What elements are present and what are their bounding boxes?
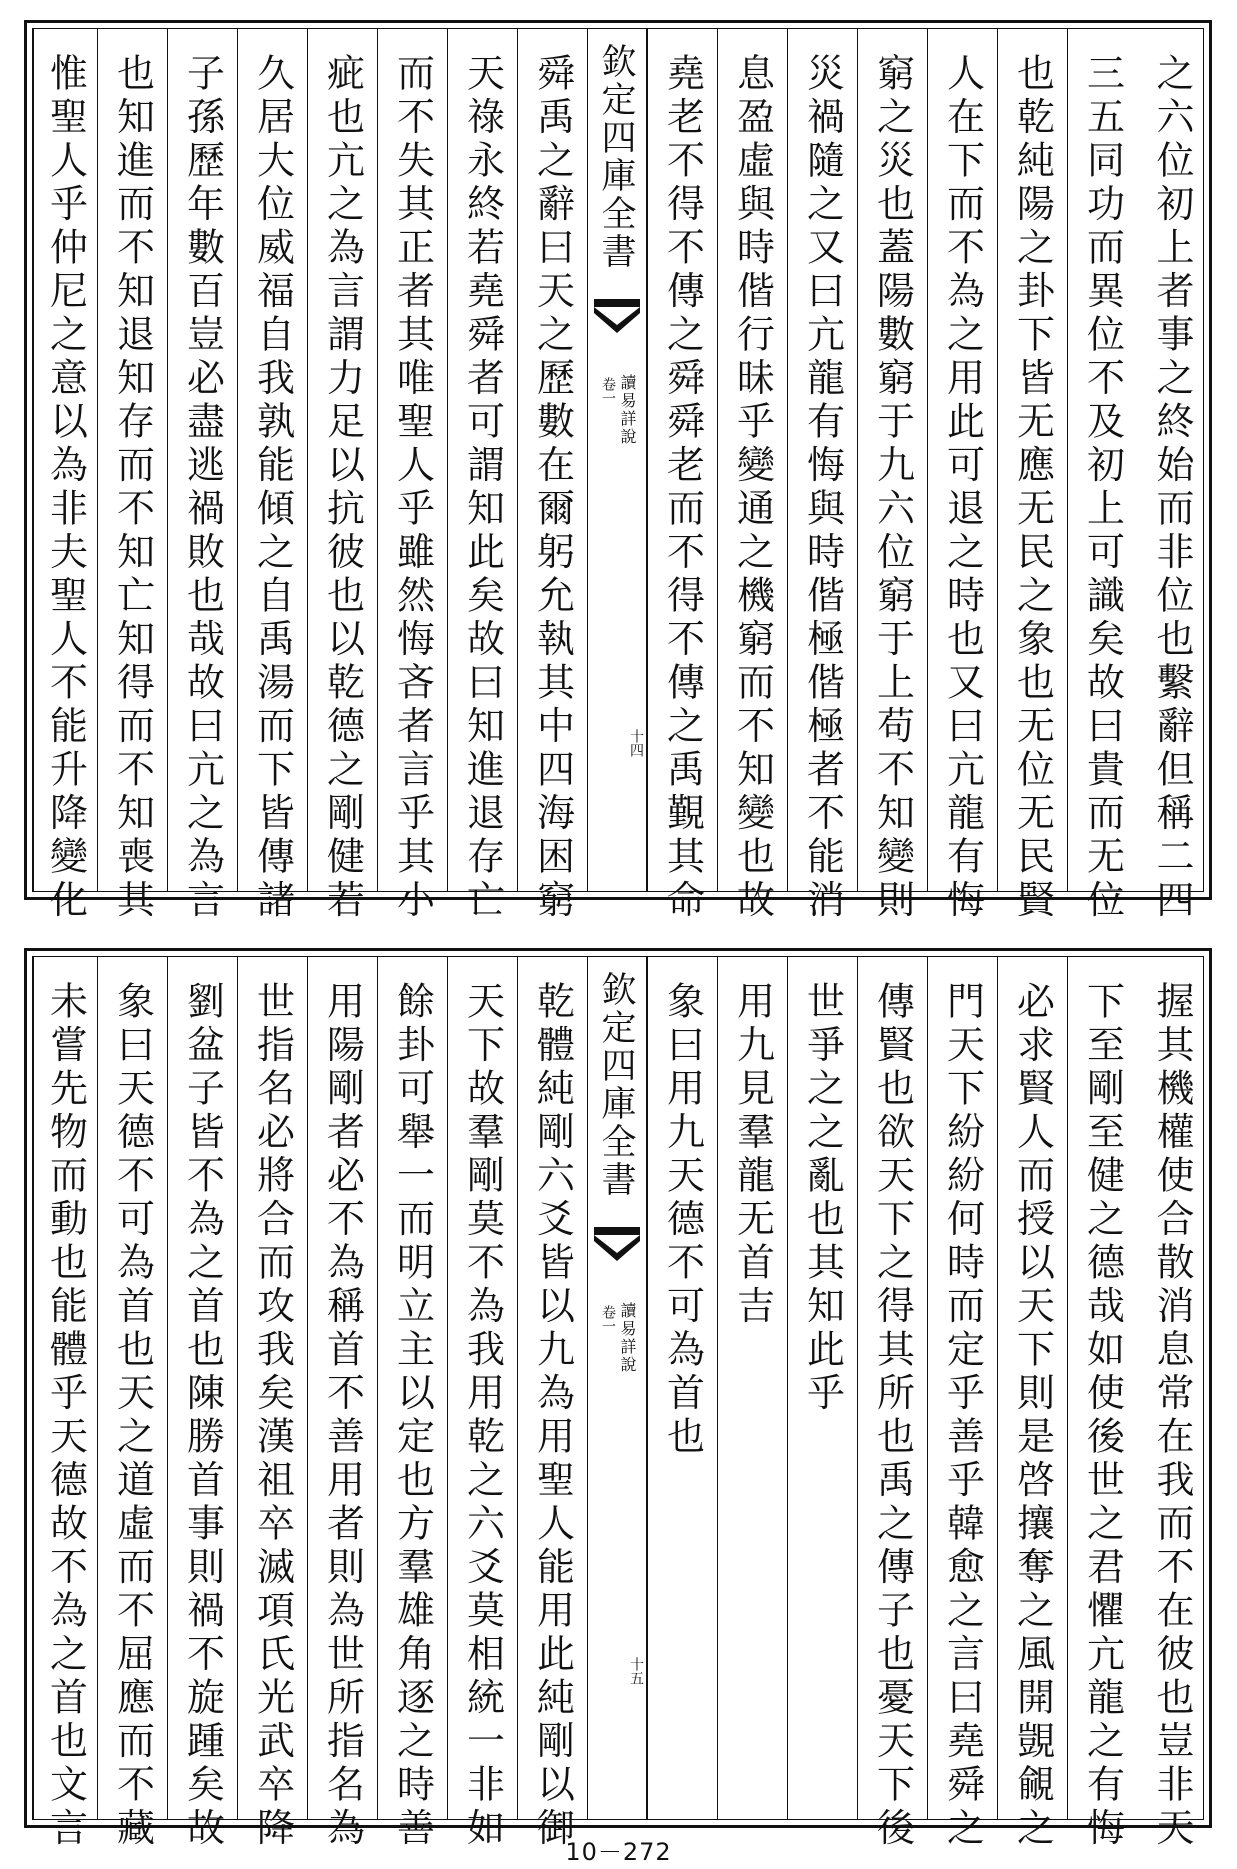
column-text: 象曰用九天德不可為首也 bbox=[660, 981, 705, 1460]
column-text: 乾體純剛六爻皆以九為用聖人能用此純剛以御 bbox=[530, 981, 575, 1851]
column-text: 久居大位威福自我孰能傾之自禹湯而下皆傳諸 bbox=[250, 53, 295, 923]
column-text: 三五同功而異位不及初上可識矣故曰貴而无位 bbox=[1080, 53, 1125, 923]
column-text: 門天下紛紛何時而定乎善乎韓愈之言曰堯舜之 bbox=[940, 981, 985, 1851]
column-text: 也乾純陽之卦下皆无應无民之象也无位无民賢 bbox=[1010, 53, 1055, 923]
column-text: 餘卦可舉一而明立主以定也方羣雄角逐之時善 bbox=[390, 981, 435, 1851]
spine-volume: 卷一 bbox=[600, 1305, 616, 1333]
text-column bbox=[927, 957, 997, 1851]
column-text: 世爭之之亂也其知此乎 bbox=[800, 981, 845, 1416]
column-text: 傳賢也欲天下之得其所也禹之傳子也憂天下後 bbox=[870, 981, 915, 1851]
column-text: 象曰天德不可為首也天之道虛而不屈應而不藏 bbox=[110, 981, 155, 1851]
column-text: 人在下而不為之用此可退之時也又曰亢龍有悔 bbox=[940, 53, 985, 923]
text-column bbox=[1137, 957, 1207, 1851]
text-column bbox=[33, 957, 97, 1851]
text-column bbox=[97, 957, 167, 1851]
column-text: 疵也亢之為言謂力足以抗彼也以乾德之剛健若 bbox=[320, 53, 365, 923]
text-column bbox=[167, 29, 237, 923]
text-column bbox=[33, 29, 97, 923]
text-column bbox=[647, 29, 717, 923]
leaf-number: 十四 bbox=[628, 729, 644, 757]
text-column bbox=[857, 957, 927, 1851]
column-text: 握其機權使合散消息常在我而不在彼也豈非天 bbox=[1150, 981, 1194, 1851]
text-column bbox=[237, 957, 307, 1851]
spine-work-title: 讀易詳說 bbox=[618, 1302, 637, 1374]
column-text: 用九見羣龍无首吉 bbox=[730, 981, 775, 1329]
text-column bbox=[717, 957, 787, 1819]
column-text: 下至剛至健之德哉如使後世之君懼亢龍之有悔 bbox=[1080, 981, 1125, 1851]
text-column bbox=[1067, 29, 1137, 923]
text-column bbox=[167, 957, 237, 1851]
text-column bbox=[447, 957, 517, 1851]
text-column bbox=[787, 957, 857, 1819]
column-text: 必求賢人而授以天下則是啓攘奪之風開覬覦之 bbox=[1010, 981, 1055, 1851]
spine-block bbox=[587, 29, 647, 891]
spine-title: 欽定四庫全書 bbox=[596, 43, 636, 271]
column-text: 天祿永終若堯舜者可謂知此矣故曰知進退存亡 bbox=[460, 53, 505, 923]
text-column bbox=[307, 957, 377, 1851]
column-text: 未嘗先物而動也能體乎天德故不為之首也文言 bbox=[43, 981, 88, 1851]
text-column bbox=[237, 29, 307, 923]
spine-title: 欽定四庫全書 bbox=[596, 971, 636, 1199]
fish-tail-icon bbox=[594, 299, 640, 333]
page-footer-number: 10－272 bbox=[565, 1838, 672, 1866]
column-text: 也知進而不知退知存而不知亡知得而不知喪其 bbox=[110, 53, 155, 923]
text-column bbox=[517, 29, 587, 923]
text-column bbox=[377, 29, 447, 923]
text-column bbox=[307, 29, 377, 923]
spine-work-title: 讀易詳說 bbox=[618, 374, 637, 446]
fish-tail-icon bbox=[594, 1227, 640, 1261]
text-column bbox=[647, 957, 717, 1819]
text-column bbox=[997, 29, 1067, 923]
column-text: 天下故羣剛莫不為我用乾之六爻莫相統一非如 bbox=[460, 981, 505, 1851]
spine-volume: 卷一 bbox=[600, 377, 616, 405]
top-page bbox=[24, 20, 1212, 923]
column-text: 息盈虛與時偕行昧乎變通之機窮而不知變也故 bbox=[730, 53, 775, 923]
text-column bbox=[97, 29, 167, 923]
column-text: 劉盆子皆不為之首也陳勝首事則禍不旋踵矣故 bbox=[180, 981, 225, 1851]
column-text: 災禍隨之又曰亢龍有悔與時偕極偕極者不能消 bbox=[800, 53, 845, 923]
bottom-page bbox=[24, 948, 1212, 1851]
text-column bbox=[517, 957, 587, 1851]
column-text: 之六位初上者事之終始而非位也繫辭但稱二四 bbox=[1150, 53, 1194, 923]
text-column bbox=[1067, 957, 1137, 1851]
spine-block bbox=[587, 957, 647, 1819]
column-text: 子孫歷年數百豈必盡逃禍敗也哉故曰亢之為言 bbox=[180, 53, 225, 923]
text-column bbox=[377, 957, 447, 1851]
text-column bbox=[1137, 29, 1207, 923]
text-column bbox=[927, 29, 997, 923]
column-text: 用陽剛者必不為稱首不善用者則為世所指名為 bbox=[320, 981, 365, 1851]
leaf-number: 十五 bbox=[628, 1657, 644, 1685]
text-column bbox=[997, 957, 1067, 1851]
column-text: 舜禹之辭曰天之歷數在爾躬允執其中四海困窮 bbox=[530, 53, 575, 923]
text-column bbox=[717, 29, 787, 923]
column-text: 而不失其正者其唯聖人乎雖然悔吝者言乎其小 bbox=[390, 53, 435, 923]
column-text: 世指名必將合而攻我矣漢祖卒滅項氏光武卒降 bbox=[250, 981, 295, 1851]
text-column bbox=[857, 29, 927, 923]
text-column bbox=[787, 29, 857, 923]
column-text: 堯老不得不傳之舜舜老而不得不傳之禹覲其命 bbox=[660, 53, 705, 923]
text-column bbox=[447, 29, 517, 923]
column-text: 惟聖人乎仲尼之意以為非夫聖人不能升降變化 bbox=[43, 53, 88, 923]
column-text: 窮之災也蓋陽數窮于九六位窮于上苟不知變則 bbox=[870, 53, 915, 923]
